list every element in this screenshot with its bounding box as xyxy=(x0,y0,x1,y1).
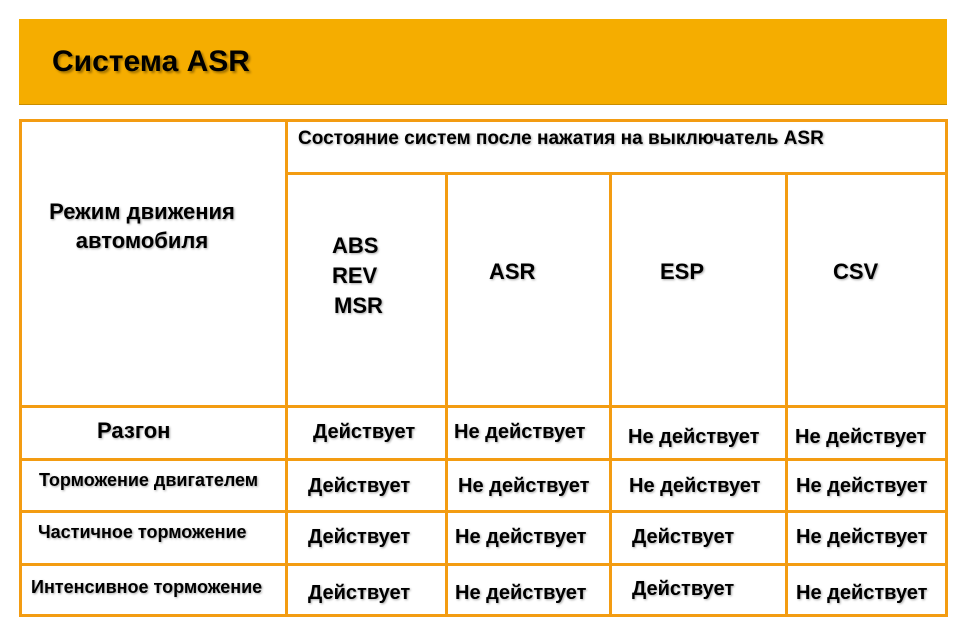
table-border-left xyxy=(19,119,22,617)
table-border-bottom xyxy=(19,614,948,617)
row-2-mode: Торможение двигателем xyxy=(39,470,259,490)
row-1-abs-status: Действует xyxy=(313,421,416,443)
row-3-mode: Частичное торможение xyxy=(38,522,247,542)
row-2-abs-status: Действует xyxy=(308,475,411,497)
row-4-esp-status: Действует xyxy=(632,578,735,600)
table-border-top xyxy=(19,119,948,122)
table-divider-row-3 xyxy=(19,563,948,566)
mode-header xyxy=(22,197,262,255)
row-1-esp-status: Не действует xyxy=(628,426,760,448)
mode-header-line-2: автомобиля xyxy=(75,228,209,253)
row-3-abs-status: Действует xyxy=(308,526,411,548)
row-1-asr-status: Не действует xyxy=(454,421,586,443)
table-divider-abs-column xyxy=(445,172,448,617)
row-1-mode: Разгон xyxy=(97,418,171,443)
row-3-asr-status: Не действует xyxy=(455,526,587,548)
csv-column-header: CSV xyxy=(833,259,879,284)
row-3-esp-status: Действует xyxy=(632,526,735,548)
mode-header-line-1: Режим движения xyxy=(49,199,235,224)
state-header: Состояние систем после нажатия на выключатель ASR xyxy=(298,128,824,149)
row-3-csv-status: Не действует xyxy=(796,526,928,548)
esp-column-header: ESP xyxy=(660,259,705,284)
row-4-mode: Интенсивное торможение xyxy=(31,577,263,597)
row-4-abs-status: Действует xyxy=(308,582,411,604)
table-divider-asr-column xyxy=(609,172,612,617)
asr-column-header: ASR xyxy=(489,259,536,284)
title-banner xyxy=(19,19,947,105)
row-2-asr-status: Не действует xyxy=(458,475,590,497)
table-border-right xyxy=(945,119,948,617)
page-title: Система ASR xyxy=(52,45,250,78)
row-4-asr-status: Не действует xyxy=(455,582,587,604)
row-2-esp-status: Не действует xyxy=(629,475,761,497)
row-4-csv-status: Не действует xyxy=(796,582,928,604)
abs-header-line-3: MSR xyxy=(334,293,383,318)
row-1-csv-status: Не действует xyxy=(795,426,927,448)
table-divider-row-1 xyxy=(19,458,948,461)
abs-column-header xyxy=(332,231,383,321)
table-divider-header xyxy=(19,405,948,408)
table-divider-esp-column xyxy=(785,172,788,617)
row-2-csv-status: Не действует xyxy=(796,475,928,497)
table-divider-row-2 xyxy=(19,510,948,513)
abs-header-line-1: ABS xyxy=(332,233,379,258)
table-divider-mode-column xyxy=(285,119,288,617)
abs-header-line-2: REV xyxy=(332,263,378,288)
table-divider-state-header xyxy=(287,172,948,175)
